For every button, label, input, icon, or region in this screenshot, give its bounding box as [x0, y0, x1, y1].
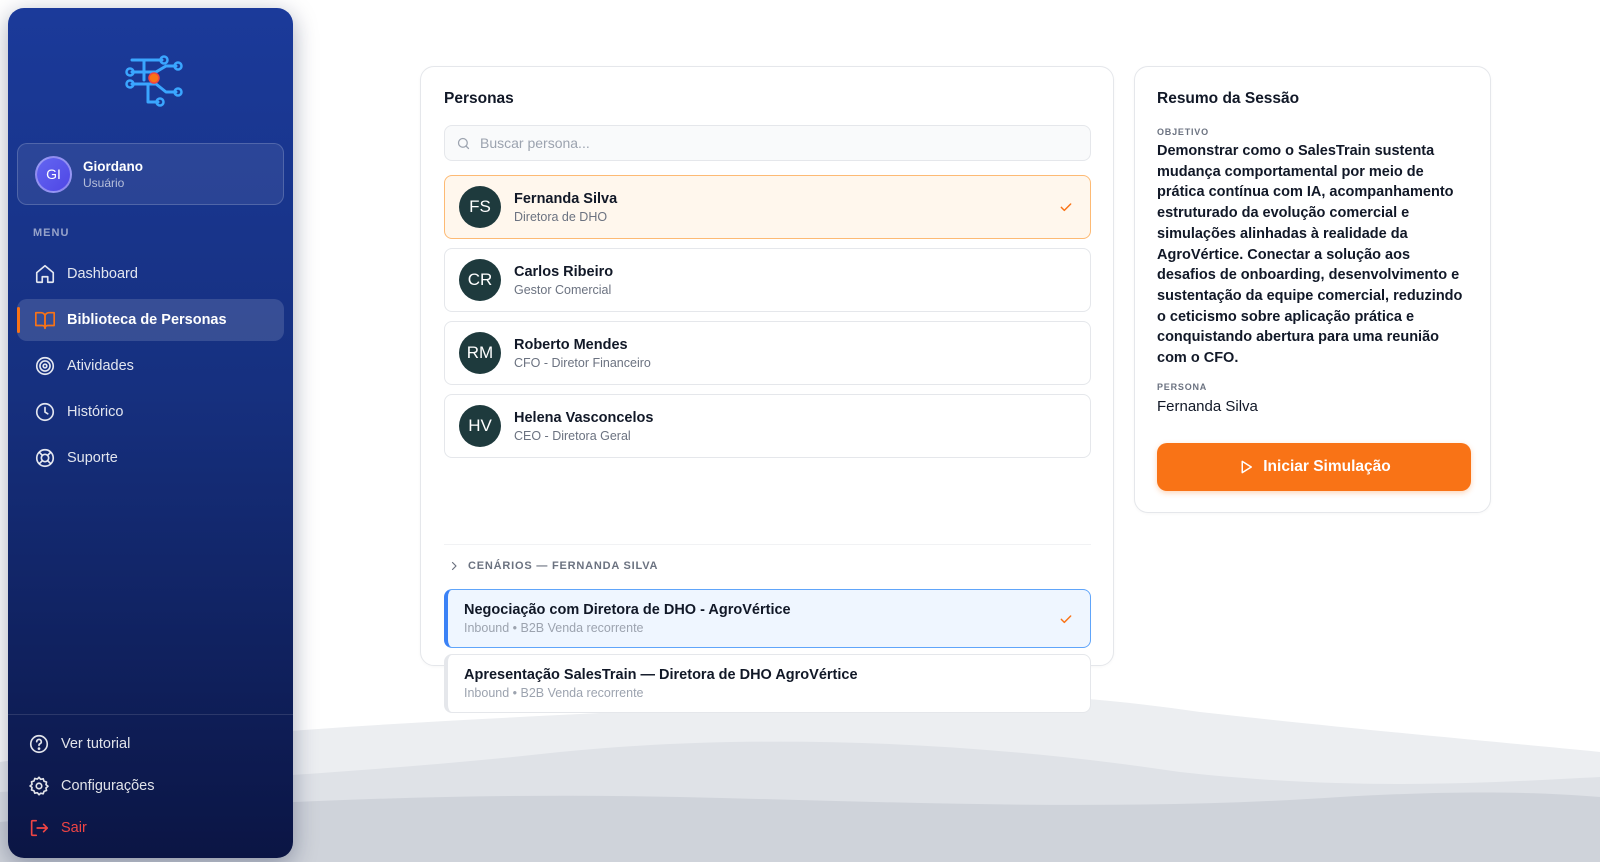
persona-label: PERSONA: [1157, 382, 1208, 392]
tutorial-link[interactable]: [28, 723, 278, 765]
start-simulation-label: Iniciar Simulação: [1263, 458, 1391, 475]
logout-link[interactable]: [28, 807, 278, 849]
persona-card-helena-vasconcelos[interactable]: [444, 394, 1091, 458]
persona-name: Helena Vasconcelos: [514, 409, 654, 426]
sidebar-divider: [8, 714, 293, 715]
sidebar-item-dashboard[interactable]: [17, 253, 284, 295]
persona-role: Gestor Comercial: [514, 282, 612, 297]
persona-card-carlos-ribeiro[interactable]: [444, 248, 1091, 312]
logout-icon: [28, 817, 50, 839]
scenarios-toggle[interactable]: [448, 560, 658, 572]
home-icon: [34, 263, 56, 285]
sidebar-item-label: Biblioteca de Personas: [67, 312, 227, 328]
persona-name: Fernanda Silva: [514, 190, 618, 207]
lifebuoy-icon: [34, 447, 56, 469]
sidebar-item-label: Suporte: [67, 450, 118, 466]
scenario-title: Negociação com Diretora de DHO - AgroVértice: [464, 602, 791, 618]
settings-label: Configurações: [61, 778, 155, 794]
sidebar-item-historico[interactable]: [17, 391, 284, 433]
sidebar-item-atividades[interactable]: [17, 345, 284, 387]
persona-name: Roberto Mendes: [514, 336, 628, 353]
chevron-right-icon: [448, 560, 460, 572]
user-role: Usuário: [83, 175, 125, 190]
objective-text: Demonstrar como o SalesTrain sustenta mudança comportamental por meio de prática contínua com IA, acompanhamento estruturado da evolução comercial e simulações alinhadas à realidade da AgroVértice. Conectar a solução aos desafios de onboarding, desenvolvimento e sustentação da equipe comercial, reduzindo o ceticismo sobre aplicação prática e conquistando abertura para uma reunião com o CFO.: [1157, 143, 1463, 367]
persona-role: CEO - Diretora Geral: [514, 428, 631, 443]
search-bar[interactable]: [444, 125, 1091, 161]
logout-label: Sair: [61, 820, 87, 836]
app-logo[interactable]: [122, 52, 186, 108]
persona-avatar: FS: [459, 186, 501, 228]
persona-name: Carlos Ribeiro: [514, 263, 614, 280]
summary-title: Resumo da Sessão: [1157, 90, 1300, 107]
sidebar-item-biblioteca-de-personas[interactable]: [17, 299, 284, 341]
persona-role: Diretora de DHO: [514, 209, 608, 224]
user-card[interactable]: [17, 143, 284, 205]
objective-label: OBJETIVO: [1157, 127, 1209, 137]
scenario-meta: Inbound • B2B Venda recorrente: [464, 686, 644, 700]
clock-icon: [34, 401, 56, 423]
personas-title: Personas: [444, 90, 514, 107]
scenario-card-negociacao[interactable]: [444, 589, 1091, 648]
check-icon: [1058, 199, 1074, 215]
target-icon: [34, 355, 56, 377]
personas-panel: [420, 66, 1114, 700]
settings-link[interactable]: [28, 765, 278, 807]
scenario-card-apresentacao[interactable]: [444, 654, 1091, 713]
search-input[interactable]: [480, 135, 1070, 151]
start-simulation-button[interactable]: [1157, 443, 1471, 491]
scenario-meta: Inbound • B2B Venda recorrente: [464, 621, 644, 635]
book-icon: [34, 309, 56, 331]
scenarios-header-label: CENÁRIOS — FERNANDA SILVA: [468, 560, 659, 572]
check-icon: [1058, 611, 1074, 627]
sidebar-item-label: Dashboard: [67, 266, 138, 282]
user-name: Giordano: [83, 158, 143, 174]
persona-list: [444, 175, 1091, 467]
sidebar-item-label: Atividades: [67, 358, 134, 374]
persona-avatar: HV: [459, 405, 501, 447]
persona-avatar: CR: [459, 259, 501, 301]
search-icon: [456, 136, 471, 151]
sidebar-item-label: Histórico: [67, 404, 124, 420]
main-menu: [17, 253, 284, 483]
persona-role: CFO - Diretor Financeiro: [514, 355, 651, 370]
gear-icon: [28, 775, 50, 797]
sidebar-footer-menu: [28, 723, 278, 849]
sidebar: [8, 8, 293, 858]
play-icon: [1237, 458, 1255, 476]
avatar: GI: [35, 156, 72, 193]
section-divider: [444, 544, 1091, 545]
sidebar-item-suporte[interactable]: [17, 437, 284, 479]
persona-card-roberto-mendes[interactable]: [444, 321, 1091, 385]
tutorial-label: Ver tutorial: [61, 736, 131, 752]
scenario-title: Apresentação SalesTrain — Diretora de DHO AgroVértice: [464, 667, 858, 683]
scenario-list: [444, 589, 1091, 719]
session-summary-panel: [1134, 66, 1491, 513]
help-circle-icon: [28, 733, 50, 755]
menu-section-label: MENU: [33, 227, 70, 239]
persona-card-fernanda-silva[interactable]: [444, 175, 1091, 239]
persona-avatar: RM: [459, 332, 501, 374]
persona-value: Fernanda Silva: [1157, 398, 1258, 415]
